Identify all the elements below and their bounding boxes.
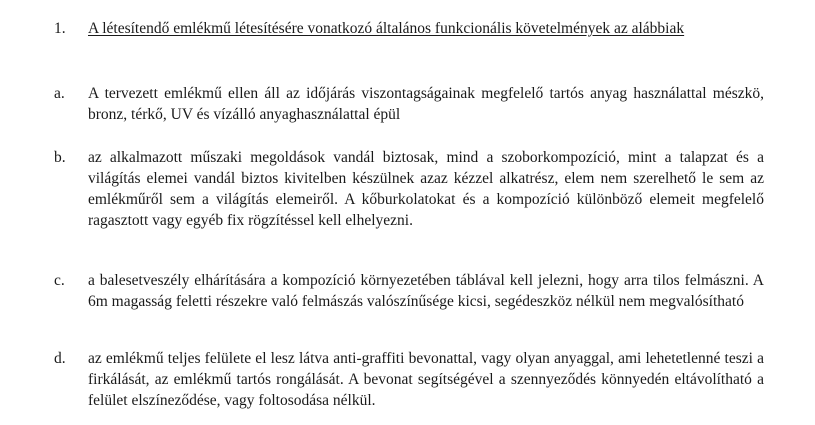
list-item-c bbox=[54, 270, 764, 312]
list-item-text: az alkalmazott műszaki megoldások vandál biztosak, mind a szoborkompozíció, mint a talapzat és a világítás elemei vandál biztos kivitelben készülnek azaz kézzel alkatrész, elem nem szerelhető le sem az emlékműről sem a világítás elemeiről. A kőburkolatokat és a kompozíció különböző elemeit megfelelő ragasztott vagy egyéb fix rögzítéssel kell elhelyezni. bbox=[88, 149, 764, 229]
list-item-a bbox=[54, 83, 764, 125]
list-item-text: az emlékmű teljes felülete el lesz látva anti-graffiti bevonattal, vagy olyan anyaggal, ami lehetetlenné teszi a firkálását, az emlékmű tartós rongálását. A bevonat segítségével a szennyeződés könnyedén eltávolítható a felület elszíneződése, vagy foltosodása nélkül. bbox=[88, 350, 764, 409]
list-item-text: a balesetveszély elhárítására a kompozíció környezetében táblával kell jelezni, hogy arra tilos felmászni. A 6m magasság feletti részekre való felmászás valószínűsége kicsi, segédeszköz nélkül nem megvalósítható bbox=[88, 272, 764, 310]
section-title: A létesítendő emlékmű létesítésére vonatkozó általános funkcionális követelmények az alábbiak bbox=[88, 20, 685, 37]
section-number: 1. bbox=[54, 20, 66, 37]
section-heading bbox=[54, 18, 764, 40]
list-marker: a. bbox=[54, 85, 65, 102]
list-item-b bbox=[54, 147, 764, 231]
list-item-text: A tervezett emlékmű ellen áll az időjárás viszontagságainak megfelelő tartós anyag használattal mészkö, bronz, térkő, UV és vízálló anyaghasználattal épül bbox=[88, 85, 764, 123]
list-marker: c. bbox=[54, 272, 65, 289]
list-marker: b. bbox=[54, 149, 66, 166]
list-marker: d. bbox=[54, 350, 66, 367]
list-item-d bbox=[54, 348, 764, 411]
